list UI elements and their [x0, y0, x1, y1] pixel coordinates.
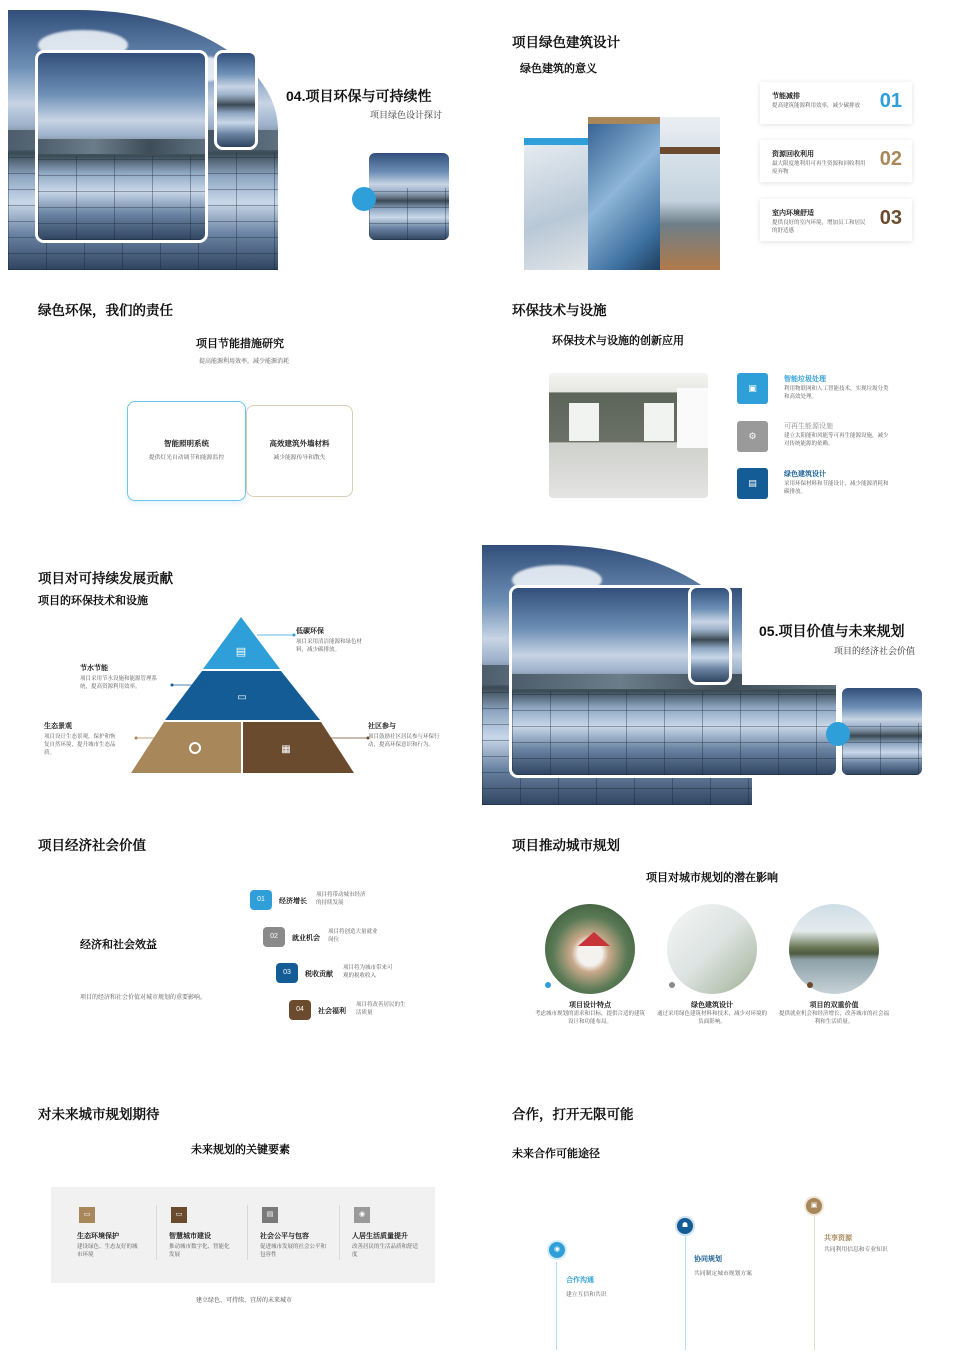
slide-cooperation	[492, 1090, 952, 1350]
feature-number: 01	[879, 90, 902, 112]
pyramid-desc: 项目采用节水设施和能源管理系统，提高资源利用效率。	[80, 676, 158, 690]
slide-title: 绿色环保，我们的责任	[38, 303, 173, 318]
tech-desc: 建立太阳能和风能等可再生能源设施，减少对传统能源的依赖。	[784, 433, 889, 447]
pyramid-desc: 项目鼓励社区居民参与环保行动，提高环保意识和行为。	[368, 734, 440, 748]
pyramid-desc: 项目采用清洁能源和绿色材料，减少碳排放。	[296, 639, 363, 653]
pyramid-level-right	[243, 722, 354, 773]
tech-title: 可再生能源设施	[784, 423, 833, 430]
slide-desc: 提高能源利用效率，减少能源消耗	[199, 359, 290, 365]
photo-tile	[35, 50, 208, 243]
value-desc: 项目将带动城市经济的持续发展	[316, 892, 366, 906]
impact-title: 项目的双重价值	[809, 1002, 859, 1009]
slide-title: 环保技术与设施	[512, 303, 607, 318]
slide-subtitle: 项目对城市规划的潜在影响	[646, 872, 778, 884]
slide-title: 项目对可持续发展贡献	[38, 571, 173, 586]
tech-desc: 利用物联网和人工智能技术，实现垃圾分类和高效处理。	[784, 386, 889, 400]
value-desc: 项目将为城市带来可观的税收收入	[343, 965, 393, 979]
card-desc: 减少能源传导和散失	[273, 455, 326, 461]
impact-desc: 通过采用绿色建筑材料和技术，减少对环境的负面影响。	[657, 1011, 768, 1025]
element-title: 生态环境保护	[77, 1233, 119, 1240]
card-title: 智能照明系统	[164, 439, 209, 448]
slide-future-planning	[8, 1090, 468, 1350]
path-desc: 共同利用信息和专业知识	[824, 1247, 888, 1253]
slide-title: 项目绿色建筑设计	[512, 35, 620, 50]
value-number: 03	[276, 963, 298, 983]
impact-title: 绿色建筑设计	[691, 1002, 733, 1009]
slide-eco-tech	[492, 288, 952, 548]
pyramid-label: 低碳环保	[296, 628, 324, 635]
section-subtitle: 项目绿色设计探讨	[370, 110, 443, 120]
document-icon: ▤	[262, 1207, 278, 1223]
value-title: 税收贡献	[305, 971, 333, 978]
impact-desc: 考虑城市规划的需求和目标，提供合适的建筑设计和功能布局。	[535, 1011, 646, 1025]
slide-subtitle: 未来规划的关键要素	[191, 1144, 290, 1156]
slide-title: 合作，打开无限可能	[512, 1107, 634, 1122]
slide-desc: 项目的经济和社会价值对城市规划的重要影响。	[80, 995, 207, 1001]
value-title: 经济增长	[279, 898, 307, 905]
card-desc: 提供灯光自动调节和能源监控	[148, 455, 225, 461]
value-number: 04	[289, 1000, 311, 1020]
pyramid-label: 生态景观	[44, 723, 72, 730]
value-title: 社会福利	[318, 1008, 346, 1015]
box-icon: ▭	[79, 1207, 95, 1223]
slide-subtitle: 环保技术与设施的创新应用	[552, 335, 684, 347]
value-number: 01	[250, 890, 272, 910]
target-icon: ◉	[354, 1207, 370, 1223]
element-title: 智慧城市建设	[169, 1233, 211, 1240]
path-title: 协同规划	[694, 1256, 722, 1263]
image-icon: ▣	[737, 373, 768, 404]
section-title: 05.项目价值与未来规划	[759, 623, 905, 639]
slide-economic-value	[8, 822, 468, 1082]
slide-title: 项目经济社会价值	[38, 838, 146, 853]
box-icon: ▭	[171, 1207, 187, 1223]
feature-desc: 最大限度地利用可再生资源和回收利用废弃物	[772, 161, 866, 175]
timeline-line	[556, 1262, 557, 1350]
slide-title: 项目推动城市规划	[512, 838, 620, 853]
pyramid-label: 社区参与	[368, 723, 396, 730]
slide-section-04	[8, 10, 468, 270]
slide-subtitle: 绿色建筑的意义	[520, 63, 597, 75]
feature-number: 03	[879, 207, 902, 229]
slide-subtitle: 项目的环保技术和设施	[38, 595, 148, 607]
slide-green-building	[492, 10, 952, 270]
element-title: 社会公平与包容	[260, 1233, 309, 1240]
impact-title: 项目设计特点	[569, 1002, 611, 1009]
pyramid-level-top	[203, 617, 280, 669]
feature-title: 室内环境舒适	[772, 210, 814, 217]
photo-tile	[688, 585, 732, 685]
value-title: 就业机会	[292, 935, 320, 942]
document-icon: ▤	[235, 646, 247, 658]
section-subtitle: 项目的经济社会价值	[834, 646, 916, 656]
tech-title: 智能垃圾处理	[784, 376, 826, 383]
section-title: 04.项目环保与可持续性	[286, 88, 432, 104]
feature-card-02	[760, 140, 912, 182]
value-desc: 项目将改善居民的生活质量	[356, 1002, 406, 1016]
chat-icon: ▭	[237, 692, 247, 703]
element-title: 人居生活质量提升	[352, 1233, 408, 1240]
slide-title: 对未来城市规划期待	[38, 1107, 160, 1122]
element-desc: 促进城市发展的社会公平和包容性	[260, 1244, 327, 1258]
interior-photo	[549, 373, 708, 498]
feature-desc: 提供良好的室内环境，增加员工和居民的舒适感	[772, 220, 866, 234]
accent-dot	[669, 982, 675, 988]
white-interior-photo	[667, 904, 757, 994]
value-number: 02	[263, 927, 285, 947]
timeline-line	[685, 1230, 686, 1350]
tech-title: 绿色建筑设计	[784, 471, 826, 478]
printer-icon: ▦	[281, 744, 291, 755]
feature-number: 02	[879, 148, 902, 170]
photo-tile	[214, 50, 258, 150]
tech-desc: 采用环保材料和节能设计，减少能源消耗和碳排放。	[784, 481, 889, 495]
accent-dot	[807, 982, 813, 988]
feature-card-01	[760, 82, 912, 124]
element-desc: 推动城市数字化、智能化发展	[169, 1244, 230, 1258]
value-desc: 项目将创造大量就业岗位	[328, 929, 378, 943]
card-title: 高效建筑外墙材料	[269, 439, 330, 448]
chat-icon: ◉	[547, 1240, 567, 1260]
accent-dot	[545, 982, 551, 988]
gear-icon: ⚙	[737, 421, 768, 452]
accent-dot	[826, 722, 850, 746]
share-icon: ▣	[804, 1196, 824, 1216]
photo-tile	[839, 685, 925, 778]
people-icon: ☗	[675, 1216, 695, 1236]
pyramid-label: 节水节能	[80, 665, 108, 672]
pyramid-level-left	[131, 722, 241, 773]
slide-sustainability-pyramid	[8, 555, 468, 815]
element-desc: 改善居民的生活品质和舒适度	[352, 1244, 419, 1258]
feature-desc: 提高建筑能源利用效率，减少碳排放	[772, 103, 861, 109]
pyramid-diagram	[8, 555, 468, 815]
slide-footer: 建立绿色、可持续、宜居的未来城市	[196, 1298, 293, 1304]
building-icon: ▤	[737, 468, 768, 499]
timeline-line	[814, 1213, 815, 1350]
feature-title: 节能减排	[772, 93, 800, 100]
feature-card-03	[760, 199, 912, 241]
accent-dot	[352, 187, 376, 211]
house-in-hand-photo	[545, 904, 635, 994]
measure-card	[127, 401, 246, 501]
slide-section-05	[482, 545, 952, 805]
feature-title: 资源回收利用	[772, 151, 814, 158]
photo-tile	[366, 150, 452, 243]
path-desc: 共同制定城市规划方案	[694, 1271, 752, 1277]
slide-subtitle: 未来合作可能途径	[512, 1148, 600, 1160]
impact-desc: 提供就业机会和经济增长，改善城市的社会福利和生活质量。	[779, 1011, 890, 1025]
measure-card	[246, 405, 353, 497]
slide-subtitle: 经济和社会效益	[80, 939, 157, 951]
slide-urban-planning	[492, 822, 952, 1082]
path-desc: 建立互信和共识	[566, 1292, 607, 1298]
lakeside-houses-photo	[789, 904, 879, 994]
slide-responsibility	[8, 288, 468, 548]
slide-subtitle: 项目节能措施研究	[196, 338, 284, 350]
path-title: 合作沟通	[566, 1277, 594, 1284]
path-title: 共享资源	[824, 1235, 852, 1242]
pyramid-desc: 项目设计生态景观，保护和恢复自然环境，提升城市生态品质。	[44, 734, 116, 756]
element-desc: 建设绿色、生态友好的城市环境	[77, 1244, 138, 1258]
